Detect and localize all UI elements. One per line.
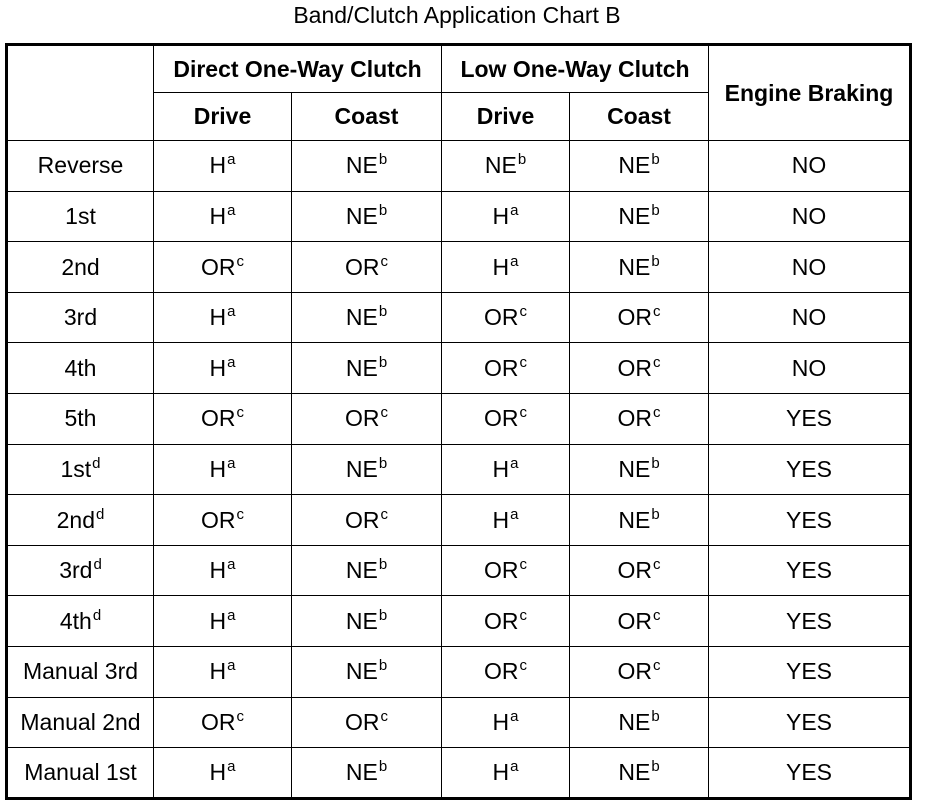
table-row (7, 596, 911, 647)
state-code: NE (345, 759, 378, 786)
table-row (7, 242, 911, 293)
gear-label: 3rd (63, 304, 98, 331)
state-footnote: b (651, 758, 660, 776)
low-coast-cell (570, 697, 709, 748)
state-footnote: b (517, 151, 527, 169)
gear-cell (7, 141, 154, 192)
direct-coast-cell (292, 343, 442, 394)
direct-drive-cell (154, 596, 292, 647)
header-engine-braking: Engine Braking (709, 45, 911, 141)
state-code: OR (617, 658, 653, 685)
state-code: OR (617, 557, 653, 584)
state-footnote: b (378, 353, 388, 371)
gear-footnote: d (93, 556, 102, 574)
table-row (7, 748, 911, 799)
gear-cell (7, 292, 154, 343)
state-code: OR (345, 253, 380, 280)
state-code: NE (345, 354, 378, 381)
state-footnote: c (236, 404, 244, 422)
state-footnote: c (653, 657, 661, 675)
state-footnote: a (510, 201, 519, 219)
gear-cell (7, 697, 154, 748)
gear-cell (7, 495, 154, 546)
state-code: OR (617, 304, 653, 331)
direct-drive-cell (154, 292, 292, 343)
table-row (7, 191, 911, 242)
engine-braking-cell: YES (709, 748, 911, 799)
low-coast-cell (570, 191, 709, 242)
state-code: OR (201, 709, 236, 735)
direct-drive-cell (154, 444, 292, 495)
gear-cell (7, 596, 154, 647)
low-drive-cell (442, 292, 570, 343)
state-code: OR (617, 405, 653, 432)
direct-coast-cell (292, 242, 442, 293)
state-footnote: a (227, 353, 236, 371)
state-footnote: a (227, 303, 236, 321)
engine-braking-cell: YES (709, 545, 911, 596)
state-code: H (492, 506, 510, 533)
state-code: OR (484, 405, 519, 432)
state-code: OR (345, 709, 380, 735)
table-row (7, 141, 911, 192)
direct-drive-cell (154, 242, 292, 293)
state-code: NE (618, 455, 651, 482)
state-footnote: c (519, 303, 528, 321)
low-drive-cell (442, 545, 570, 596)
gear-label: 1st (60, 455, 92, 482)
gear-cell (7, 191, 154, 242)
state-footnote: c (380, 404, 388, 422)
direct-drive-cell (154, 545, 292, 596)
state-code: NE (618, 759, 651, 786)
state-code: OR (484, 658, 519, 685)
direct-coast-cell (292, 748, 442, 799)
table-row (7, 647, 911, 698)
state-footnote: a (510, 758, 519, 776)
gear-cell (7, 394, 154, 445)
header-low-one-way-clutch: Low One-Way Clutch (442, 45, 709, 93)
state-footnote: b (378, 454, 388, 472)
state-code: OR (345, 405, 380, 432)
state-footnote: b (378, 303, 388, 321)
direct-drive-cell (154, 191, 292, 242)
state-footnote: c (519, 606, 528, 624)
state-footnote: c (236, 252, 244, 270)
engine-braking-cell: NO (709, 343, 911, 394)
chart-title: Band/Clutch Application Chart B (293, 2, 621, 28)
direct-drive-cell (154, 647, 292, 698)
state-footnote: c (519, 353, 528, 371)
state-code: NE (618, 202, 651, 229)
gear-cell (7, 748, 154, 799)
gear-cell (7, 242, 154, 293)
state-footnote: b (378, 657, 388, 675)
state-code: NE (345, 202, 378, 229)
engine-braking-cell: NO (709, 242, 911, 293)
state-code: H (492, 759, 510, 786)
gear-label: Manual 1st (24, 759, 137, 786)
direct-coast-cell (292, 191, 442, 242)
state-code: NE (618, 506, 651, 533)
gear-label: 4th (64, 354, 97, 381)
state-code: OR (484, 354, 519, 381)
low-drive-cell (442, 343, 570, 394)
header-direct-one-way-clutch: Direct One-Way Clutch (154, 45, 442, 93)
state-footnote: a (227, 606, 236, 624)
direct-drive-cell (154, 748, 292, 799)
low-coast-cell (570, 647, 709, 698)
state-footnote: b (378, 201, 388, 219)
direct-drive-cell (154, 343, 292, 394)
state-code: OR (345, 506, 380, 533)
low-coast-cell (570, 242, 709, 293)
state-footnote: a (510, 454, 519, 472)
state-code: OR (484, 557, 519, 584)
gear-cell (7, 343, 154, 394)
state-footnote: a (227, 657, 236, 675)
state-code: OR (617, 354, 653, 381)
gear-cell (7, 444, 154, 495)
direct-drive-cell (154, 394, 292, 445)
low-coast-cell (570, 596, 709, 647)
state-footnote: a (510, 505, 519, 523)
engine-braking-cell: NO (709, 292, 911, 343)
state-code: H (209, 304, 227, 331)
direct-coast-cell (292, 545, 442, 596)
table-row (7, 697, 911, 748)
state-footnote: a (227, 151, 236, 169)
direct-coast-cell (292, 596, 442, 647)
low-drive-cell (442, 191, 570, 242)
state-code: NE (618, 709, 651, 735)
table-row (7, 495, 911, 546)
direct-coast-cell (292, 292, 442, 343)
state-code: NE (345, 455, 378, 482)
state-code: NE (618, 152, 651, 179)
state-footnote: b (651, 201, 660, 219)
engine-braking-cell: YES (709, 596, 911, 647)
state-code: H (492, 455, 510, 482)
state-footnote: b (651, 151, 660, 169)
low-coast-cell (570, 545, 709, 596)
state-code: H (209, 658, 227, 685)
gear-label: Manual 3rd (22, 658, 139, 685)
state-code: NE (345, 557, 378, 584)
state-footnote: b (378, 758, 388, 776)
state-code: H (209, 607, 227, 634)
table-row (7, 292, 911, 343)
low-drive-cell (442, 141, 570, 192)
state-footnote: a (227, 556, 236, 574)
state-footnote: c (519, 657, 528, 675)
low-drive-cell (442, 697, 570, 748)
state-footnote: c (653, 606, 661, 624)
gear-label: 3rd (59, 557, 93, 584)
state-footnote: c (653, 353, 661, 371)
direct-drive-cell (154, 141, 292, 192)
state-footnote: c (653, 303, 661, 321)
low-drive-cell (442, 748, 570, 799)
low-coast-cell (570, 292, 709, 343)
state-footnote: a (227, 758, 236, 776)
low-drive-cell (442, 394, 570, 445)
state-code: OR (484, 304, 519, 331)
gear-label: 2nd (61, 253, 100, 280)
application-chart-table (5, 43, 912, 800)
state-code: H (209, 152, 227, 179)
low-drive-cell (442, 647, 570, 698)
direct-coast-cell (292, 394, 442, 445)
engine-braking-cell: YES (709, 495, 911, 546)
engine-braking-cell: YES (709, 697, 911, 748)
state-code: H (209, 455, 227, 482)
header-low-drive: Drive (442, 93, 570, 141)
header-corner-cell (7, 45, 154, 141)
state-code: H (209, 354, 227, 381)
low-drive-cell (442, 444, 570, 495)
gear-label: Manual 2nd (20, 709, 141, 735)
low-coast-cell (570, 343, 709, 394)
state-footnote: b (651, 505, 660, 523)
engine-braking-cell: YES (709, 394, 911, 445)
low-drive-cell (442, 495, 570, 546)
state-code: OR (617, 607, 653, 634)
gear-label: 1st (65, 202, 96, 229)
engine-braking-cell: YES (709, 444, 911, 495)
low-drive-cell (442, 596, 570, 647)
state-code: H (209, 557, 227, 584)
state-code: OR (484, 607, 519, 634)
state-code: NE (345, 152, 378, 179)
state-footnote: c (653, 556, 661, 574)
direct-drive-cell (154, 495, 292, 546)
low-coast-cell (570, 748, 709, 799)
low-drive-cell (442, 242, 570, 293)
state-code: H (492, 202, 510, 229)
state-footnote: a (227, 201, 236, 219)
gear-cell (7, 647, 154, 698)
state-code: H (492, 709, 510, 735)
low-coast-cell (570, 394, 709, 445)
state-footnote: b (651, 454, 660, 472)
engine-braking-cell: NO (709, 191, 911, 242)
state-footnote: b (378, 556, 388, 574)
state-footnote: b (378, 606, 388, 624)
header-direct-coast: Coast (292, 93, 442, 141)
table-row (7, 444, 911, 495)
state-footnote: c (236, 708, 244, 725)
direct-drive-cell (154, 697, 292, 748)
gear-label: Reverse (37, 152, 124, 179)
table-row (7, 394, 911, 445)
state-code: OR (201, 253, 236, 280)
direct-coast-cell (292, 141, 442, 192)
state-code: NE (345, 658, 378, 685)
state-footnote: a (510, 708, 519, 725)
header-group-row (7, 45, 911, 93)
state-footnote: c (236, 505, 244, 523)
low-coast-cell (570, 495, 709, 546)
direct-coast-cell (292, 444, 442, 495)
state-code: NE (484, 152, 517, 179)
low-coast-cell (570, 141, 709, 192)
low-coast-cell (570, 444, 709, 495)
header-direct-drive: Drive (154, 93, 292, 141)
state-footnote: c (519, 556, 528, 574)
direct-coast-cell (292, 697, 442, 748)
table-row (7, 343, 911, 394)
gear-footnote: d (96, 505, 105, 523)
state-code: OR (201, 405, 236, 432)
state-footnote: a (227, 454, 236, 472)
state-footnote: c (653, 404, 661, 422)
gear-label: 5th (64, 405, 97, 432)
state-code: NE (618, 253, 651, 280)
state-code: H (209, 202, 227, 229)
state-code: NE (345, 304, 378, 331)
direct-coast-cell (292, 647, 442, 698)
table-row (7, 545, 911, 596)
state-footnote: b (651, 708, 660, 725)
gear-footnote: d (92, 454, 101, 472)
gear-footnote: d (92, 606, 102, 624)
engine-braking-cell: NO (709, 141, 911, 192)
header-low-coast: Coast (570, 93, 709, 141)
state-code: H (492, 253, 510, 280)
state-footnote: b (651, 252, 660, 270)
gear-label: 4th (59, 607, 92, 634)
state-footnote: c (380, 505, 388, 523)
state-footnote: c (519, 404, 528, 422)
state-footnote: a (510, 252, 519, 270)
gear-label: 2nd (56, 506, 96, 533)
engine-braking-cell: YES (709, 647, 911, 698)
state-footnote: c (380, 708, 388, 725)
direct-coast-cell (292, 495, 442, 546)
state-code: NE (345, 607, 378, 634)
state-footnote: c (380, 252, 388, 270)
gear-cell (7, 545, 154, 596)
state-footnote: b (378, 151, 388, 169)
state-code: H (209, 759, 227, 786)
state-code: OR (201, 506, 236, 533)
